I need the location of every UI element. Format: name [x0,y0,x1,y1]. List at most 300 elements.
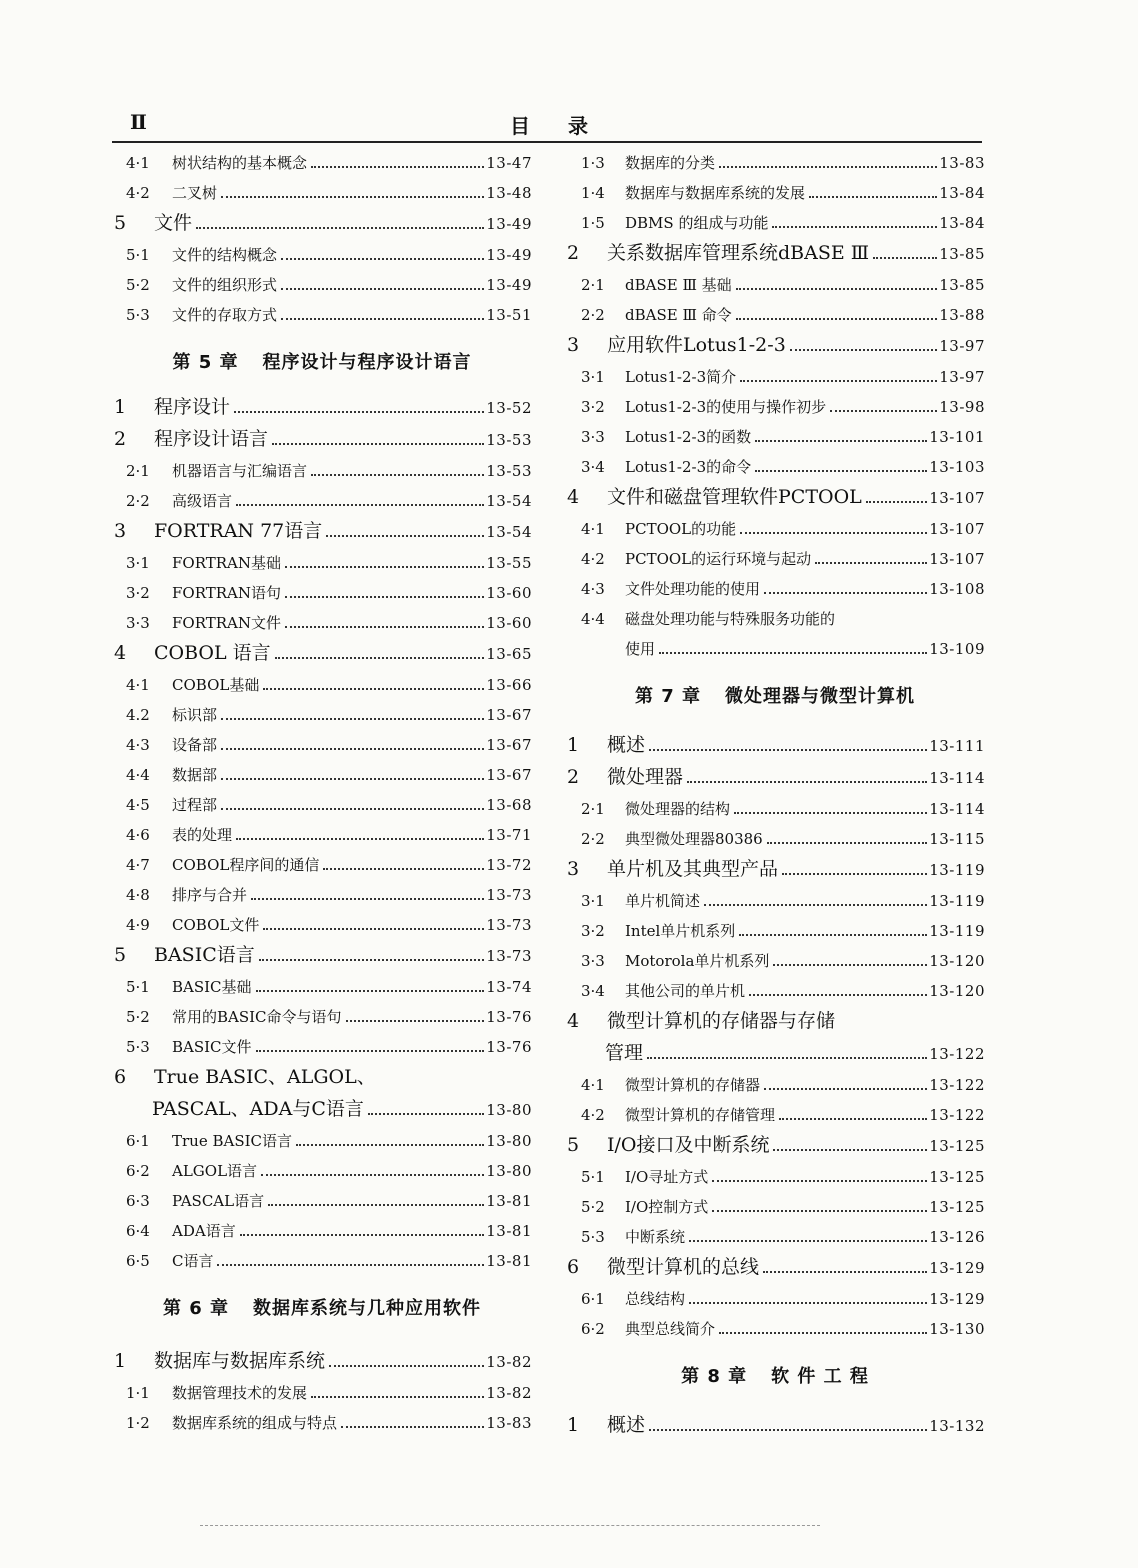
entry-page: 13-68 [486,796,532,814]
entry-title: 文件的结构概念 [172,246,278,264]
entry-number: 3 [114,520,127,542]
toc-subsection-entry [112,850,532,880]
toc-section-entry [565,1410,985,1442]
toc-section-entry [112,516,532,548]
chapter-heading [112,1276,532,1346]
entry-title: 程序设计语言 [154,428,269,450]
leader-dots [368,1113,484,1115]
toc-entry-line [565,1252,985,1284]
leader-dots [773,964,927,966]
chapter-number: 第 8 章 [681,1366,748,1387]
toc-entry-line [112,730,532,760]
toc-entry-line [565,794,985,824]
leader-dots [221,718,484,720]
entry-number: 5·1 [126,978,150,996]
toc-subsection-entry [565,300,985,330]
entry-number: 6·5 [126,1252,150,1270]
entry-number: 4·3 [126,736,150,754]
entry-title: True BASIC、ALGOL、 [154,1066,376,1088]
entry-title: 数据库与数据库系统 [154,1350,326,1372]
toc-entry-line [565,1130,985,1162]
toc-entry-line [112,424,532,456]
leader-dots [285,566,484,568]
entry-number: 5·1 [581,1168,605,1186]
leader-dots [268,1204,484,1206]
toc-section-entry [112,392,532,424]
entry-page: 13-129 [929,1290,985,1308]
leader-dots [285,596,484,598]
toc-subsection-entry [565,916,985,946]
entry-title: 机器语言与汇编语言 [172,462,308,480]
toc-entry-line [565,270,985,300]
leader-dots [734,812,927,814]
entry-page: 13-125 [929,1198,985,1216]
entry-title: 标识部 [172,706,218,724]
toc-subsection-entry [112,880,532,910]
entry-number: 1 [114,1350,127,1372]
entry-title: COBOL 语言 [154,642,271,664]
chapter-heading [565,664,985,730]
leader-dots [236,838,484,840]
chapter-name: 数据库系统与几种应用软件 [253,1298,482,1319]
toc-section-entry [565,238,985,270]
toc-entry-line [112,1094,532,1126]
leader-dots [285,626,484,628]
entry-page: 13-82 [486,1384,532,1402]
toc-entry-line [112,456,532,486]
entry-number: 3·4 [581,982,605,1000]
toc-subsection-entry [565,1314,985,1344]
entry-number: 4·1 [581,1076,605,1094]
entry-title: COBOL文件 [172,916,260,934]
toc-subsection-entry [112,910,532,940]
leader-dots [866,501,927,503]
entry-number: 2 [114,428,127,450]
entry-number: 3·2 [126,584,150,602]
toc-subsection-entry [112,148,532,178]
toc-subsection-entry [565,544,985,574]
entry-page: 13-107 [929,489,985,507]
entry-number: 4·2 [126,184,150,202]
entry-page: 13-49 [486,276,532,294]
toc-subsection-entry [112,1246,532,1276]
entry-title: 概述 [607,1414,646,1436]
entry-number: 4·6 [126,826,150,844]
toc-left-column [112,148,532,1438]
leader-dots [275,657,485,659]
toc-subsection-entry [565,362,985,392]
entry-number: 3·3 [581,952,605,970]
toc-entry-line [112,1378,532,1408]
toc-entry-line [565,604,985,634]
entry-page: 13-132 [929,1417,985,1435]
toc-subsection-entry [112,670,532,700]
entry-page: 13-107 [929,520,985,538]
toc-section-entry [565,1006,985,1038]
toc-subsection-entry [112,548,532,578]
entry-number: 2·2 [126,492,150,510]
toc-section-entry [565,1038,985,1070]
entry-page: 13-122 [929,1076,985,1094]
toc-entry-line [565,330,985,362]
leader-dots [815,562,927,564]
entry-number: 5·3 [126,306,150,324]
leader-dots [764,592,927,594]
entry-number: 6·4 [126,1222,150,1240]
entry-number: 2·1 [581,800,605,818]
entry-number: 1·4 [581,184,605,202]
toc-entry-line [112,638,532,670]
toc-entry-line [565,452,985,482]
toc-entry-line [112,820,532,850]
entry-title: 微处理器的结构 [625,800,731,818]
header-rule [112,141,982,143]
entry-number: 1 [567,734,580,756]
toc-entry-line [112,880,532,910]
entry-number: 4·1 [126,676,150,694]
entry-page: 13-97 [939,368,985,386]
leader-dots [263,928,484,930]
toc-entry-line [565,1070,985,1100]
entry-page: 13-48 [486,184,532,202]
entry-title: 关系数据库管理系统dBASE Ⅲ [607,242,870,264]
entry-number: 5·2 [126,1008,150,1026]
toc-entry-line [565,886,985,916]
entry-title: 设备部 [172,736,218,754]
toc-subsection-entry [565,148,985,178]
toc-subsection-entry [565,946,985,976]
leader-dots [712,1180,927,1182]
entry-page: 13-119 [929,892,985,910]
toc-subsection-entry [112,1408,532,1438]
entry-title: Motorola单片机系列 [625,952,770,970]
entry-title: PASCAL语言 [172,1192,265,1210]
entry-title: 数据部 [172,766,218,784]
toc-subsection-entry [565,1192,985,1222]
toc-subsection-entry [565,574,985,604]
entry-title: 过程部 [172,796,218,814]
entry-page: 13-66 [486,676,532,694]
toc-entry-line [112,1126,532,1156]
entry-title: 管理 [605,1042,644,1064]
entry-number: 3·2 [581,922,605,940]
toc-subsection-entry [565,604,985,634]
toc-entry-line [112,548,532,578]
entry-title: 高级语言 [172,492,233,510]
entry-title: FORTRAN文件 [172,614,281,632]
entry-number: 3 [567,334,580,356]
entry-page: 13-84 [939,214,985,232]
leader-dots [346,1020,485,1022]
toc-subsection-entry [112,270,532,300]
entry-number: 6 [567,1256,580,1278]
entry-page: 13-76 [486,1008,532,1026]
entry-title: Lotus1-2-3的函数 [625,428,752,446]
entry-title: Intel单片机系列 [625,922,736,940]
entry-number: 6·1 [581,1290,605,1308]
toc-section-entry [565,482,985,514]
entry-title: 程序设计 [154,396,231,418]
entry-title: 排序与合并 [172,886,248,904]
entry-title: 文件的组织形式 [172,276,278,294]
entry-page: 13-49 [486,215,532,233]
entry-page: 13-114 [929,769,985,787]
entry-number: 6·2 [126,1162,150,1180]
toc-entry-line [112,972,532,1002]
leader-dots [873,257,937,259]
entry-number: 5 [114,944,127,966]
entry-title: ALGOL语言 [172,1162,258,1180]
toc-entry-line [565,976,985,1006]
entry-title: 二叉树 [172,184,218,202]
chapter-title [565,682,985,708]
entry-number: 3·1 [581,368,605,386]
toc-right-column [565,148,985,1442]
toc-subsection-entry [565,392,985,422]
entry-page: 13-80 [486,1162,532,1180]
toc-subsection-entry [565,178,985,208]
toc-entry-line [565,1284,985,1314]
entry-title: Lotus1-2-3的使用与操作初步 [625,398,827,416]
entry-number: 5 [114,212,127,234]
entry-title: PCTOOL的运行环境与起动 [625,550,812,568]
toc-subsection-entry [112,578,532,608]
entry-page: 13-76 [486,1038,532,1056]
entry-page: 13-115 [929,830,985,848]
entry-number: 2·2 [581,306,605,324]
entry-page: 13-54 [486,523,532,541]
entry-number: 1 [114,396,127,418]
toc-entry-line [565,824,985,854]
leader-dots [755,440,927,442]
entry-page: 13-108 [929,580,985,598]
entry-page: 13-53 [486,431,532,449]
entry-number: 5·2 [581,1198,605,1216]
entry-page: 13-81 [486,1252,532,1270]
entry-page: 13-73 [486,947,532,965]
entry-number: 5·3 [126,1038,150,1056]
toc-entry-line [112,608,532,638]
leader-dots [649,749,927,751]
leader-dots [281,288,484,290]
entry-page: 13-52 [486,399,532,417]
toc-section-entry [565,1252,985,1284]
entry-title: Lotus1-2-3的命令 [625,458,752,476]
entry-page: 13-130 [929,1320,985,1338]
toc-subsection-entry [565,634,985,664]
entry-title: 典型总线简介 [625,1320,716,1338]
entry-page: 13-126 [929,1228,985,1246]
entry-page: 13-51 [486,306,532,324]
entry-title: 概述 [607,734,646,756]
leader-dots [830,410,937,412]
entry-number: 1·1 [126,1384,150,1402]
toc-subsection-entry [112,1002,532,1032]
entry-page: 13-81 [486,1222,532,1240]
chapter-heading [112,330,532,392]
toc-subsection-entry [112,240,532,270]
toc-entry-line [565,1314,985,1344]
entry-page: 13-73 [486,916,532,934]
entry-number: 1·3 [581,154,605,172]
entry-number: 5·1 [126,246,150,264]
entry-page: 13-55 [486,554,532,572]
toc-entry-line [112,760,532,790]
toc-entry-line [565,1038,985,1070]
leader-dots [196,227,484,229]
toc-entry-line [112,790,532,820]
entry-page: 13-85 [939,245,985,263]
entry-title: PASCAL、ADA与C语言 [152,1098,364,1120]
entry-title: FORTRAN语句 [172,584,281,602]
leader-dots [221,748,484,750]
toc-subsection-entry [112,486,532,516]
leader-dots [659,652,927,654]
leader-dots [221,778,484,780]
entry-page: 13-88 [939,306,985,324]
entry-page: 13-80 [486,1101,532,1119]
entry-page: 13-60 [486,614,532,632]
toc-subsection-entry [565,794,985,824]
entry-number: 1·2 [126,1414,150,1432]
entry-number: 4·9 [126,916,150,934]
entry-title: Lotus1-2-3简介 [625,368,737,386]
entry-page: 13-129 [929,1259,985,1277]
entry-page: 13-67 [486,736,532,754]
entry-title: 微型计算机的总线 [607,1256,760,1278]
entry-page: 13-122 [929,1045,985,1063]
toc-entry-line [565,148,985,178]
toc-section-entry [565,1130,985,1162]
toc-section-entry [112,1062,532,1094]
toc-entry-line [112,270,532,300]
toc-entry-line [112,850,532,880]
toc-entry-line [565,208,985,238]
entry-page: 13-47 [486,154,532,172]
entry-title: FORTRAN基础 [172,554,281,572]
entry-page: 13-120 [929,952,985,970]
entry-page: 13-67 [486,766,532,784]
toc-entry-line [112,700,532,730]
toc-subsection-entry [112,300,532,330]
entry-page: 13-74 [486,978,532,996]
toc-subsection-entry [565,1070,985,1100]
entry-page: 13-67 [486,706,532,724]
leader-dots [773,1149,927,1151]
toc-section-entry [565,730,985,762]
chapter-number: 第 7 章 [634,686,702,707]
toc-entry-line [565,946,985,976]
leader-dots [779,1118,927,1120]
toc-subsection-entry [565,1100,985,1130]
leader-dots [329,1365,484,1367]
entry-number: 4·1 [581,520,605,538]
entry-number: 6·3 [126,1192,150,1210]
entry-title: dBASE Ⅲ 命令 [625,306,732,324]
toc-subsection-entry [112,730,532,760]
entry-number: 2 [567,766,580,788]
toc-entry-line [112,578,532,608]
toc-subsection-entry [112,178,532,208]
entry-title: 单片机简述 [625,892,701,910]
toc-subsection-entry [112,820,532,850]
toc-subsection-entry [112,972,532,1002]
entry-page: 13-122 [929,1106,985,1124]
entry-number: 3 [567,858,580,880]
entry-title: 表的处理 [172,826,233,844]
entry-title: 文件处理功能的使用 [625,580,761,598]
entry-number: 5·3 [581,1228,605,1246]
chapter-heading [565,1344,985,1410]
chapter-name: 程序设计与程序设计语言 [262,352,472,373]
entry-page: 13-80 [486,1132,532,1150]
toc-entry-line [112,940,532,972]
toc-section-entry [112,940,532,972]
entry-number: 4·2 [581,1106,605,1124]
toc-entry-line [565,422,985,452]
toc-entry-line [112,1062,532,1094]
chapter-title [112,1294,532,1320]
leader-dots [689,1240,927,1242]
toc-entry-line [112,486,532,516]
leader-dots [311,166,484,168]
toc-entry-line [565,1162,985,1192]
leader-dots [740,532,927,534]
toc-subsection-entry [112,1126,532,1156]
entry-number: 4·5 [126,796,150,814]
entry-number: 2·2 [581,830,605,848]
toc-entry-line [565,574,985,604]
toc-entry-line [565,544,985,574]
chapter-title [565,1362,985,1388]
entry-title: 树状结构的基本概念 [172,154,308,172]
toc-subsection-entry [565,976,985,1006]
entry-title: 数据库系统的组成与特点 [172,1414,338,1432]
toc-entry-line [112,516,532,548]
toc-section-entry [565,854,985,886]
entry-page: 13-83 [486,1414,532,1432]
leader-dots [259,959,485,961]
entry-page: 13-120 [929,982,985,1000]
entry-title: BASIC文件 [172,1038,252,1056]
toc-entry-line [565,1006,985,1038]
toc-entry-line [565,238,985,270]
entry-number: 2 [567,242,580,264]
entry-number: 4·4 [581,610,605,628]
entry-title: COBOL程序间的通信 [172,856,320,874]
leader-dots [755,470,927,472]
entry-page: 13-107 [929,550,985,568]
toc-entry-line [565,730,985,762]
entry-number: 6 [114,1066,127,1088]
toc-subsection-entry [112,1378,532,1408]
toc-entry-line [112,240,532,270]
toc-entry-line [565,514,985,544]
chapter-title [112,348,532,374]
entry-page: 13-73 [486,886,532,904]
leader-dots [323,868,484,870]
entry-number: 3·4 [581,458,605,476]
entry-page: 13-98 [939,398,985,416]
toc-subsection-entry [112,608,532,638]
toc-subsection-entry [565,270,985,300]
toc-entry-line [565,482,985,514]
entry-number: 4.2 [126,706,150,724]
toc-entry-line [112,1186,532,1216]
entry-title: BASIC语言 [154,944,255,966]
leader-dots [256,990,485,992]
entry-title: BASIC基础 [172,978,252,996]
